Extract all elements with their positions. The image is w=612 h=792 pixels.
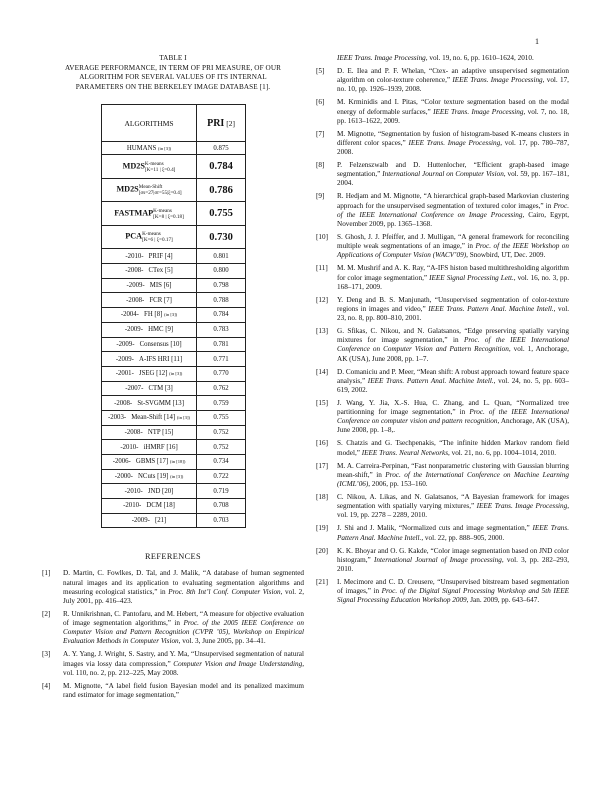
table-header-row (102, 105, 246, 142)
reference-item (316, 368, 569, 395)
reference-text: D. Comaniciu and P. Meer, “Mean shift: A robust approach toward feature space analysis,” IEEE Trans. Pattern Anal. Machine Intell., vol. 24, no. 5, pp. 603–619, 2002. (337, 367, 569, 394)
method-name: -2008- St-SVGMM [13] (102, 396, 197, 411)
table-row (102, 513, 246, 528)
reference-number: [8] (316, 161, 325, 170)
reference-item (42, 610, 304, 647)
pri-value: 0.730 (197, 225, 246, 249)
pri-value: 0.719 (197, 484, 246, 499)
reference-item (316, 439, 569, 457)
reference-text: J. Shi and J. Malik, “Normalized cuts and image segmentation,” IEEE Trans. Pattern Anal. Machine Intell., vol. 22, pp. 888–905, 2000. (337, 524, 569, 542)
reference-item (316, 98, 569, 125)
reference-text: G. Sfikas, C. Nikou, and N. Galatsanos, “Edge preserving spatially varying mixtures for image segmentation,” in Proc. of the IEEE International Conference on Computer Vision and Pattern Recognition, vol. 1, Anchorage, AK (USA), June 2008, pp. 1–7. (337, 327, 569, 363)
reference-text: M. Krminidis and I. Pitas, “Color texture segmentation based on the modal energy of deformable surfaces,” IEEE Trans. Image Processing, vol. 7, no. 18, pp. 1613–1622, 2009. (337, 98, 570, 125)
pri-value: 0.722 (197, 469, 246, 484)
table-caption-line: ALGORITHM FOR SEVERAL VALUES OF ITS INTERNAL (79, 73, 267, 82)
reference-number: [6] (316, 98, 325, 107)
method-name: -2010- PRIF [4] (102, 249, 197, 264)
pri-value: 0.801 (197, 249, 246, 264)
method-name: -2009- HMC [9] (102, 322, 197, 337)
reference-number: [2] (42, 609, 51, 618)
table-row (102, 249, 246, 264)
reference-number: [9] (316, 192, 325, 201)
pri-value: 0.703 (197, 513, 246, 528)
pri-value: 0.788 (197, 293, 246, 308)
pri-value: 0.784 (197, 308, 246, 323)
table-row (102, 366, 246, 381)
table-row (102, 484, 246, 499)
reference-text: M. Mignotte, “A label field fusion Bayesian model and its penalized maximum rand estimator for image segmentation,” (63, 681, 304, 699)
reference-text: D. Martin, C. Fowlkes, D. Tal, and J. Malik, “A database of human segmented natural images and its application to evaluating segmentation algorithms and measuring ecological statistics,” in Proc. 8th Int’l Conf. Computer Vision, vol. 2, July 2001, pp. 416–423. (63, 569, 305, 605)
reference-4-continued: IEEE Trans. Image Processing, vol. 19, no. 6, pp. 1610–1624, 2010. (337, 54, 534, 62)
pri-value: 0.708 (197, 499, 246, 514)
method-name: -2008- NTP [15] (102, 425, 197, 440)
pri-value: 0.786 (197, 178, 246, 202)
table-label: TABLE I (159, 54, 187, 62)
table-row (102, 499, 246, 514)
reference-item (316, 327, 569, 364)
pri-value: 0.755 (197, 410, 246, 425)
table-row (102, 293, 246, 308)
method-name: MD2S Mean-Shift [σs=27|σr=55|ξ=0.4] (102, 178, 197, 202)
reference-text: S. Chatzis and G. Tsechpenakis, “The infinite hidden Markov random field model,” IEEE Trans. Neural Networks, vol. 21, no. 6, pp. 1004–1014, 2010. (337, 439, 569, 457)
table-row (102, 469, 246, 484)
reference-item (42, 682, 304, 700)
method-name: MD2S K-means [K=11 | ξ=0.4] (102, 155, 197, 179)
reference-item (316, 130, 569, 157)
table-row (102, 278, 246, 293)
reference-number: [3] (42, 650, 51, 659)
reference-item (316, 233, 569, 260)
table-caption-line: PARAMETERS ON THE BERKELEY IMAGE DATABASE [1]. (75, 82, 271, 91)
header-pri: PRI [2] (197, 105, 246, 142)
method-name: -2001- JSEG [12] (in [3]) (102, 366, 197, 381)
reference-text: K. K. Bhoyar and O. G. Kakde, “Color image segmentation based on JND color histogram,” International Journal of Image processing, vol. 3, pp. 282–293, 2010. (337, 546, 569, 573)
method-name: -2007- CTM [3] (102, 381, 197, 396)
reference-text: R. Hedjam and M. Mignotte, “A hierarchical graph-based Markovian clustering approach for the unsupervised segmentation of textured color images,” in Proc. of the IEEE International Conference on Image Processing, Cairo, Egypt, November 2009, pp. 1365–1368. (337, 192, 569, 228)
reference-number: [19] (316, 524, 328, 533)
reference-item (42, 569, 304, 606)
method-name: -2000- NCuts [19] (in [3]) (102, 469, 197, 484)
pri-value: 0.762 (197, 381, 246, 396)
our-method-row (102, 202, 246, 226)
table-caption-line: AVERAGE PERFORMANCE, IN TERM OF PRI MEASURE, OF OUR (64, 63, 282, 72)
pri-value: 0.755 (197, 202, 246, 226)
reference-number: [14] (316, 367, 328, 376)
our-method-row (102, 225, 246, 249)
reference-item (316, 493, 569, 520)
pri-value: 0.734 (197, 455, 246, 470)
reference-number: [18] (316, 493, 328, 502)
table-row (102, 410, 246, 425)
humans-value: 0.875 (197, 142, 246, 155)
reference-number: [7] (316, 129, 325, 138)
reference-item (316, 161, 569, 188)
left-column (42, 54, 304, 704)
pri-value: 0.798 (197, 278, 246, 293)
table-row (102, 440, 246, 455)
table-caption (42, 54, 304, 92)
reference-item (316, 296, 569, 323)
page-number: 1 (535, 37, 539, 46)
reference-number: [17] (316, 461, 328, 470)
table-row (102, 455, 246, 470)
reference-item (316, 399, 569, 436)
reference-item (316, 462, 569, 489)
method-name: -2010- DCM [18] (102, 499, 197, 514)
reference-number: [20] (316, 546, 328, 555)
right-column (316, 54, 569, 609)
humans-label: HUMANS (in [3]) (102, 142, 197, 155)
reference-text: J. Wang, Y. Jia, X.-S. Hua, C. Zhang, and L. Quan, “Normalized tree partitionning for image segmentation,” in Proc. of the IEEE International Conference on computer vision and pattern recognition, Anchorage, AK (USA), June 2008, pp. 1–8,. (337, 398, 569, 435)
reference-text: I. Mecimore and C. D. Creusere, “Unsupervised bitstream based segmentation of images,” in Proc. of the Digital Signal Processing Workshop and 5th IEEE Signal Processing Education Workshop 2009, Jan. 2009, pp. 643–647. (337, 577, 569, 605)
reference-text: S. Ghosh, J. J. Pfeiffer, and J. Mulligan, “A general framework for reconciling multiple weak segmentations of an image,” in Proc. of the IEEE Workshop on Applications of Computer Vision (WACV’09), Snowbird, UT, Dec. 2009. (337, 233, 569, 260)
table-row (102, 337, 246, 352)
method-name: -2009- Consensus [10] (102, 337, 197, 352)
header-algorithms: ALGORITHMS (102, 105, 197, 142)
method-name: -2009- A-IFS HRI [11] (102, 352, 197, 367)
reference-number: [10] (316, 233, 328, 241)
reference-number: [21] (316, 577, 328, 586)
reference-item (316, 67, 569, 94)
pri-value: 0.784 (197, 155, 246, 179)
reference-number: [13] (316, 327, 328, 336)
reference-text: Y. Deng and B. S. Manjunath, “Unsupervised segmentation of color-texture regions in images and video,” IEEE Trans. Pattern Anal. Machine Intell., vol. 23, no. 8, pp. 800–810, 2001. (337, 295, 569, 323)
reference-item (316, 578, 569, 605)
pri-value: 0.800 (197, 264, 246, 279)
reference-item (316, 524, 569, 542)
references-list-right (316, 67, 569, 605)
reference-number: [5] (316, 67, 325, 76)
method-name: -2009- MIS [6] (102, 278, 197, 293)
pri-value: 0.752 (197, 440, 246, 455)
table-row (102, 352, 246, 367)
reference-item (316, 547, 569, 574)
method-name: -2006- GBMS [17] (in [18]) (102, 455, 197, 470)
reference-text: C. Nikou, A. Likas, and N. Galatsanos, “A Bayesian framework for images segmentation with spatially varying mixtures,” IEEE Trans. Image Processing, vol. 19, pp. 2278 – 2289, 2010. (337, 493, 569, 520)
method-name: -2003- Mean-Shift [14] (in [3]) (102, 410, 197, 425)
pri-value: 0.752 (197, 425, 246, 440)
pri-value: 0.771 (197, 352, 246, 367)
pri-value: 0.770 (197, 366, 246, 381)
method-name: -2008- FCR [7] (102, 293, 197, 308)
reference-text: A. Y. Yang, J. Wright, S. Sastry, and Y. Ma, “Unsupervised segmentation of natural images via lossy data compression,” Computer Vision and Image Understanding, vol. 110, no. 2, pp. 212–225, May 2008. (63, 650, 304, 677)
method-name: PCA K-means [K=6 | ξ=0.17] (102, 225, 197, 249)
reference-text: D. E. Ilea and P. F. Whelan, “Ctex- an adaptive unsupervised segmentation algorithm on color-texture coherence,” IEEE Trans. Image Processing, vol. 17, no. 10, pp. 1926–1939, 2008. (337, 67, 569, 94)
table-row (102, 381, 246, 396)
pri-value: 0.759 (197, 396, 246, 411)
pri-value: 0.783 (197, 322, 246, 337)
our-method-row (102, 155, 246, 179)
pri-results-table (101, 104, 246, 528)
method-name: -2009- [21] (102, 513, 197, 528)
table-row (102, 425, 246, 440)
reference-number: [4] (42, 681, 51, 690)
reference-item (316, 192, 569, 229)
method-name: -2010- JND [20] (102, 484, 197, 499)
reference-number: [16] (316, 439, 328, 448)
method-name: -2010- iHMRF [16] (102, 440, 197, 455)
method-name: FASTMAP K-means [K=8 | ξ=0.18] (102, 202, 197, 226)
table-row (102, 264, 246, 279)
reference-number: [12] (316, 295, 328, 304)
table-row (102, 322, 246, 337)
reference-text: M. M. Mushrif and A. K. Ray, “A-IFS histon based multithresholding algorithm for color image segmentation,” IEEE Signal Processing Lett., vol. 16, no. 3, pp. 168–171, 2009. (337, 264, 569, 291)
reference-number: [1] (42, 569, 51, 578)
references-heading: REFERENCES (144, 552, 202, 562)
humans-row (102, 142, 246, 155)
reference-number: [11] (316, 264, 328, 273)
reference-text: R. Unnikrishnan, C. Pantofaru, and M. Hebert, “A measure for objective evaluation of image segmentation algorithms,” in Proc. of the 2005 IEEE Conference on Computer Vision and Pattern Recognition (CVPR ’05), Workshop on Empirical Evaluation Methods in Computer Vision, vol. 3, June 2005, pp. 34–41. (63, 609, 304, 646)
reference-text: P. Felzenszwalb and D. Huttenlocher, “Efficient graph-based image segmentation,” International Journal on Computer Vision, vol. 59, pp. 167–181, 2004. (337, 161, 570, 188)
table-row (102, 308, 246, 323)
table-row (102, 396, 246, 411)
reference-item (42, 650, 304, 677)
reference-item (316, 264, 569, 291)
references-list-left (42, 569, 304, 700)
reference-number: [15] (316, 398, 328, 407)
reference-text: M. Mignotte, “Segmentation by fusion of histogram-based K-means clusters in different color spaces,” IEEE Trans. Image Processing, vol. 17, pp. 780–787, 2008. (337, 129, 569, 157)
reference-text: M. A. Carreira-Perpinan, “Fast nonparametric clustering with Gaussian blurring mean-shift,” in Proc. of the International Conference on Machine Learning (ICML’06), 2006, pp. 153–160. (337, 461, 569, 488)
method-name: -2004- FH [8] (in [3]) (102, 308, 197, 323)
pri-value: 0.781 (197, 337, 246, 352)
method-name: -2008- CTex [5] (102, 264, 197, 279)
our-method-row (102, 178, 246, 202)
